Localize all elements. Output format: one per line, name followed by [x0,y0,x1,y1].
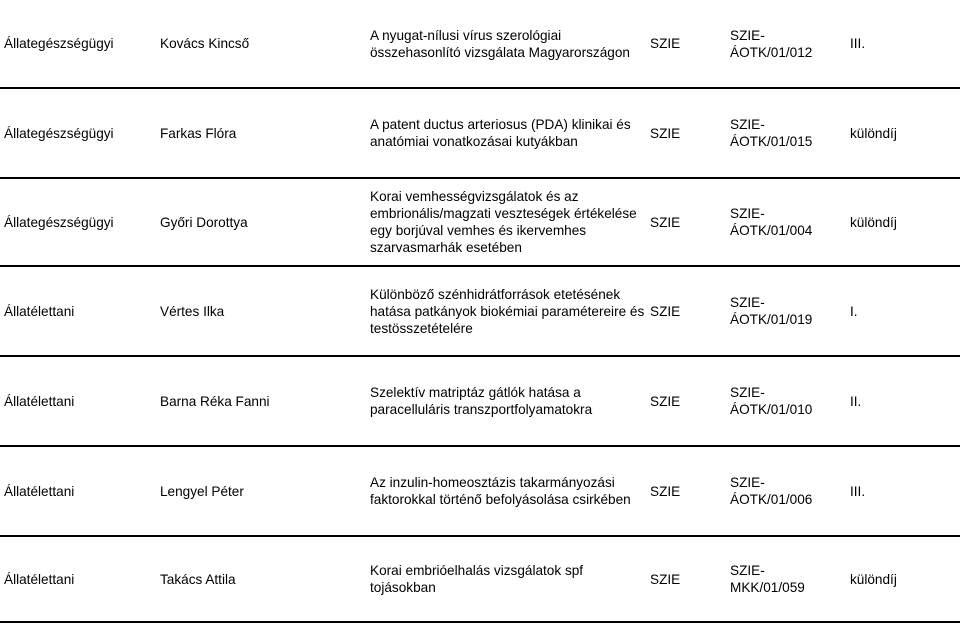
name-cell: Takács Attila [160,536,370,622]
name-cell: Kovács Kincső [160,0,370,88]
title-cell: Szelektív matriptáz gátlók hatása a paracelluláris transzportfolyamatokra [370,356,650,446]
table-row [0,446,960,536]
code-cell [730,536,850,622]
prize-cell: II. [850,356,960,446]
field-cell: Állategészségügyi [0,0,160,88]
code-line-1: SZIE- [730,117,765,132]
name-cell: Lengyel Péter [160,446,370,536]
field-cell: Állategészségügyi [0,178,160,266]
field-cell: Állategészségügyi [0,88,160,178]
code-line-2: ÁOTK/01/004 [730,223,813,238]
title-cell: Az inzulin-homeosztázis takarmányozási faktorokkal történő befolyásolása csirkében [370,446,650,536]
table-row [0,88,960,178]
name-cell: Vértes Ilka [160,266,370,356]
code-line-1: SZIE- [730,563,765,578]
table-row [0,266,960,356]
institution-cell: SZIE [650,0,730,88]
field-cell: Állatélettani [0,266,160,356]
title-cell: A nyugat-nílusi vírus szerológiai összehasonlító vizsgálata Magyarországon [370,0,650,88]
table-row [0,356,960,446]
prize-cell [850,88,960,178]
name-cell: Farkas Flóra [160,88,370,178]
title-cell: Korai embrióelhalás vizsgálatok spf tojásokban [370,536,650,622]
code-line-2: ÁOTK/01/012 [730,44,813,60]
institution-cell: SZIE [650,536,730,622]
code-line-2: ÁOTK/01/015 [730,134,813,149]
institution-cell: SZIE [650,178,730,266]
code-line-2: MKK/01/059 [730,580,805,595]
code-cell [730,88,850,178]
prize-text: különdíj [850,125,897,141]
prize-cell: III. [850,446,960,536]
institution-cell: SZIE [650,266,730,356]
table-row [0,536,960,622]
title-cell: A patent ductus arteriosus (PDA) klinikai és anatómiai vonatkozásai kutyákban [370,88,650,178]
title-cell: Különböző szénhidrátforrások etetésének hatása patkányok biokémiai paramétereire és testösszetételére [370,266,650,356]
code-line-2: ÁOTK/01/019 [730,312,813,327]
prize-cell [850,536,960,622]
code-cell [730,178,850,266]
code-line-2: ÁOTK/01/010 [730,402,813,417]
table-row [0,178,960,266]
prize-text: különdíj [850,571,897,587]
code-cell [730,266,850,356]
code-line-1: SZIE- [730,27,765,43]
institution-cell: SZIE [650,446,730,536]
institution-cell: SZIE [650,356,730,446]
institution-cell: SZIE [650,88,730,178]
code-line-1: SZIE- [730,295,765,310]
code-cell [730,446,850,536]
prize-cell: III. [850,0,960,88]
field-cell: Állatélettani [0,356,160,446]
table-row [0,0,960,88]
code-cell [730,0,850,88]
prize-cell [850,178,960,266]
field-cell: Állatélettani [0,536,160,622]
name-cell: Győri Dorottya [160,178,370,266]
title-cell: Korai vemhességvizsgálatok és az embrionális/magzati veszteségek értékelése egy borjúval vemhes és ikervemhes szarvasmarhák esetében [370,178,650,266]
code-line-1: SZIE- [730,475,765,490]
name-cell: Barna Réka Fanni [160,356,370,446]
prize-text: különdíj [850,214,897,230]
field-cell: Állatélettani [0,446,160,536]
code-cell [730,356,850,446]
code-line-2: ÁOTK/01/006 [730,492,813,507]
prize-cell: I. [850,266,960,356]
code-line-1: SZIE- [730,206,765,221]
code-line-1: SZIE- [730,385,765,400]
